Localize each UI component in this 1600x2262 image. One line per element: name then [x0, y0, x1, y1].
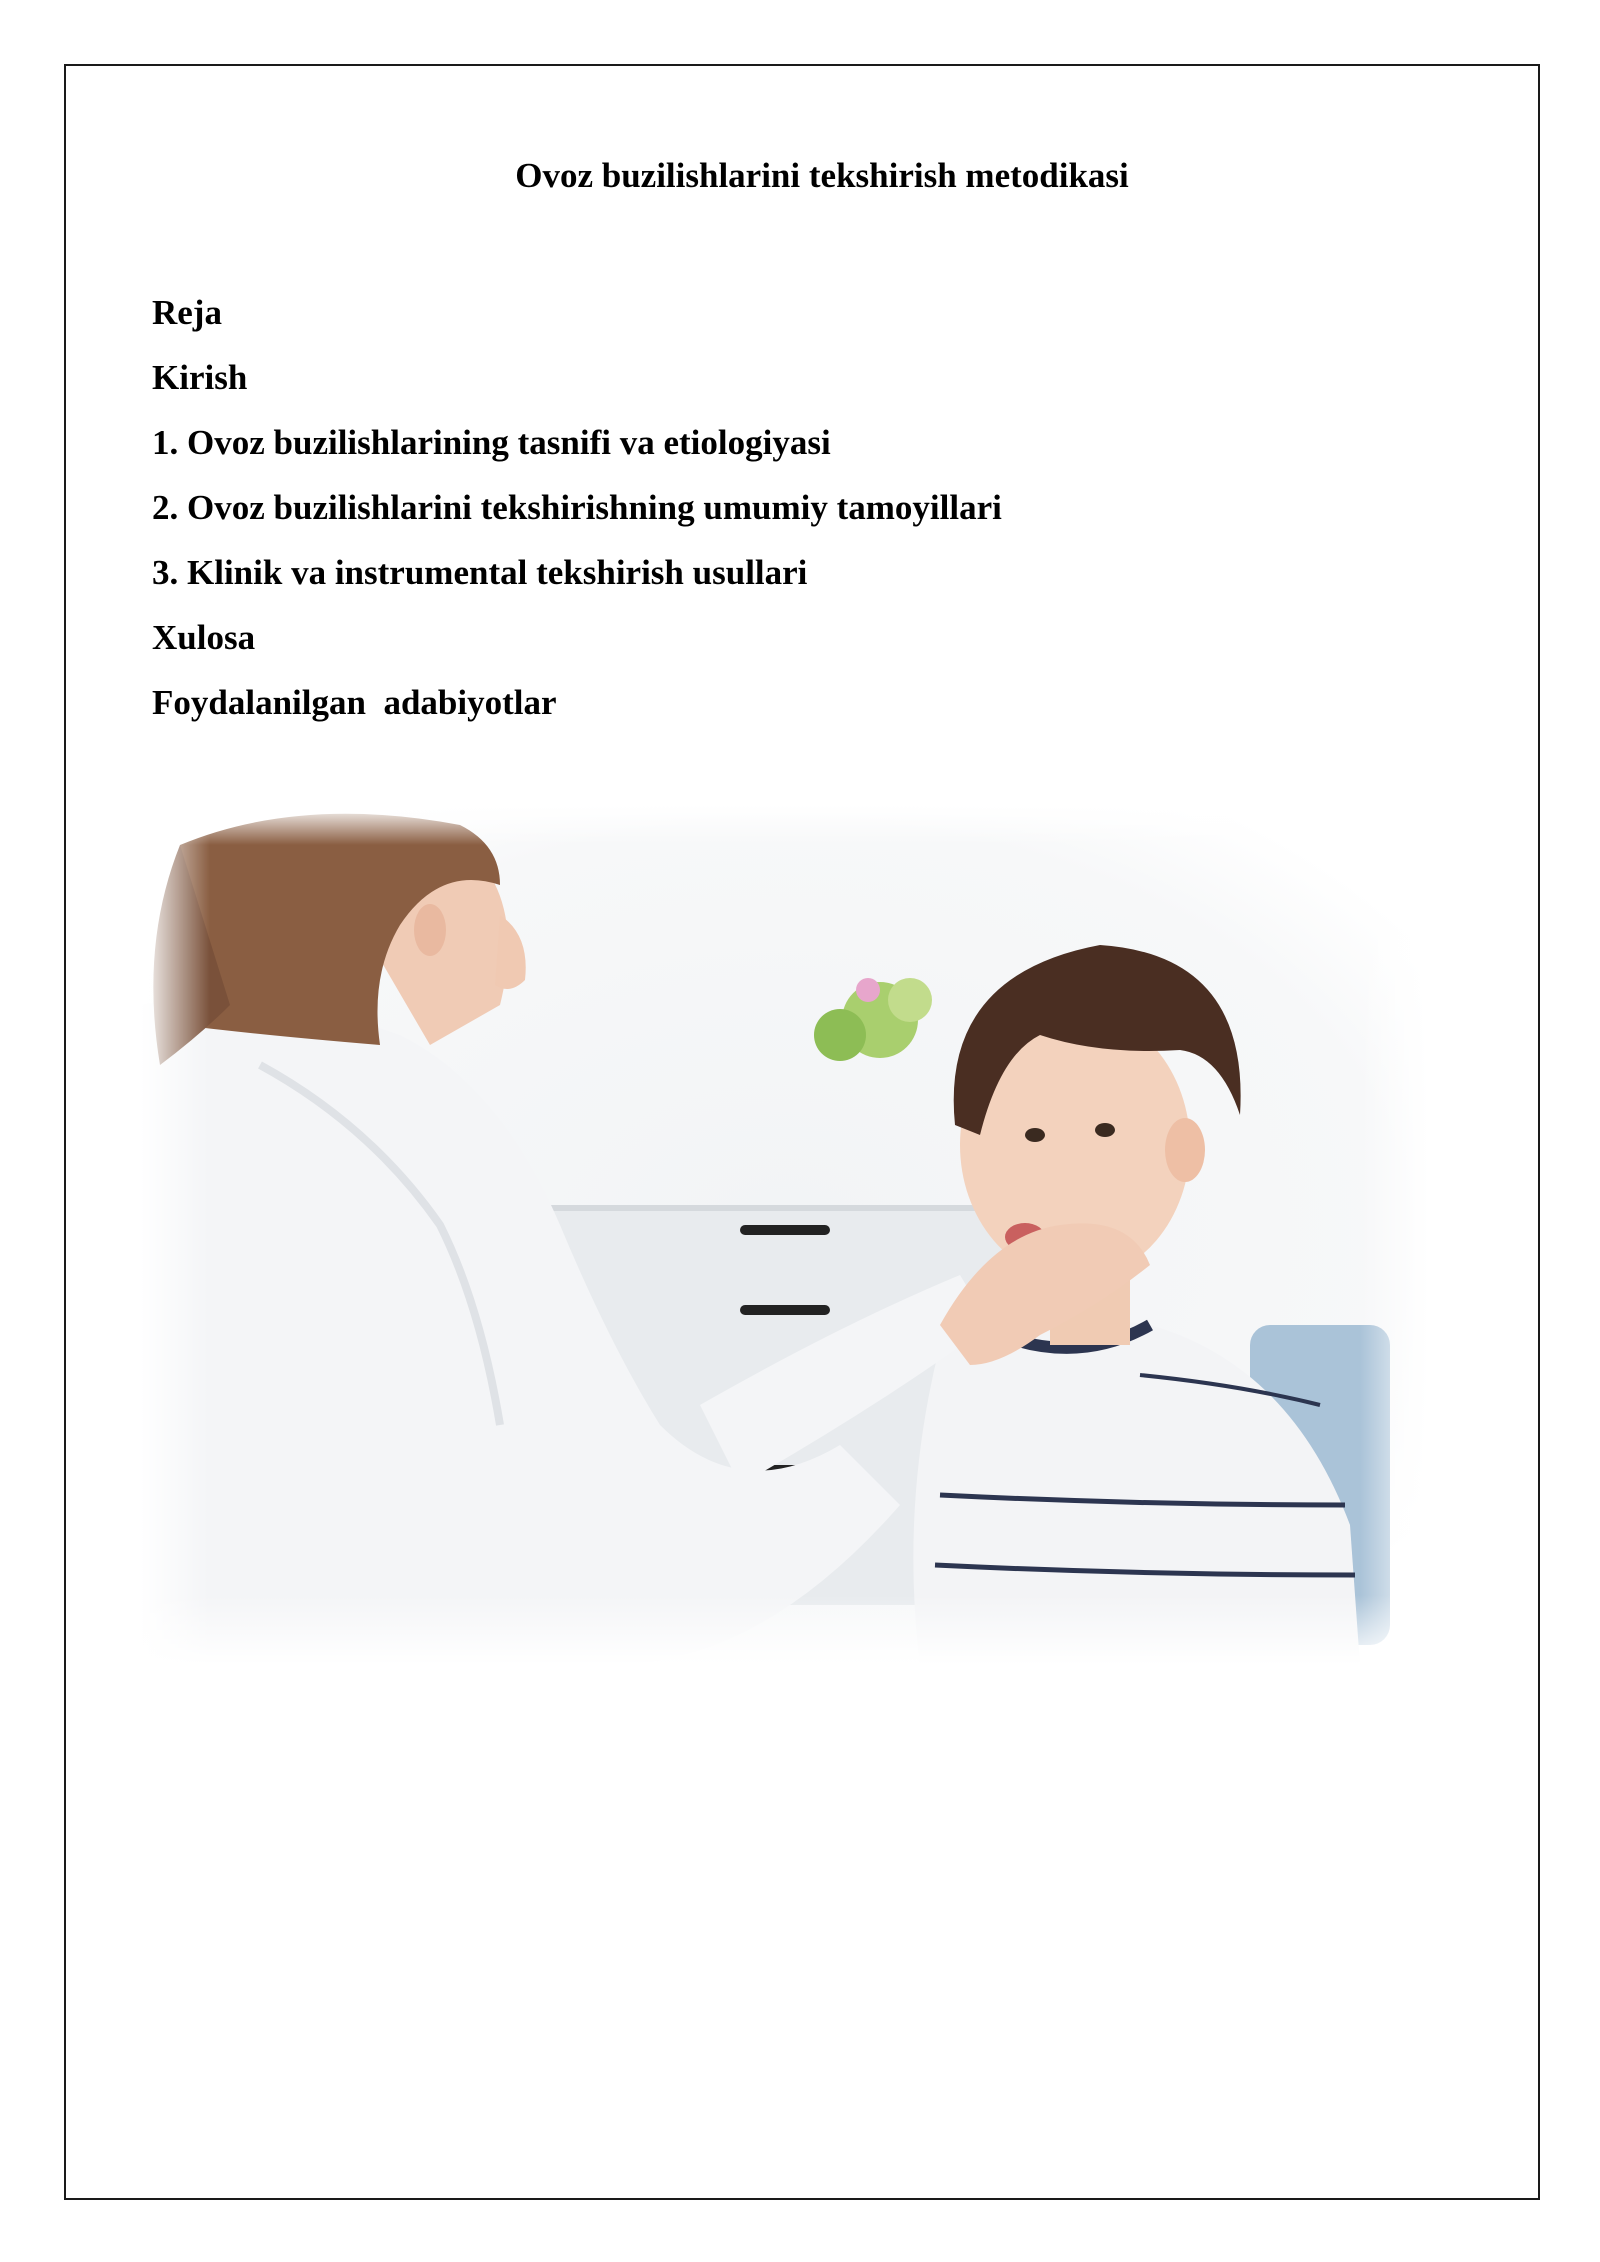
plan-item-2: 2. Ovoz buzilishlarini tekshirishning umumiy tamoyillari [152, 488, 1002, 527]
plan-heading: Reja [152, 293, 222, 332]
speech-therapist-photo [140, 805, 1430, 1665]
plan-list [152, 280, 1002, 735]
plan-item-references: Foydalanilgan adabiyotlar [152, 683, 557, 722]
speech-therapist-with-child-photo-icon [140, 805, 1430, 1665]
plan-item-1: 1. Ovoz buzilishlarining tasnifi va etiologiyasi [152, 423, 831, 462]
plan-item-conclusion: Xulosa [152, 618, 256, 657]
plan-item-introduction: Kirish [152, 358, 248, 397]
document-title: Ovoz buzilishlarini tekshirish metodikasi [515, 156, 1129, 195]
plan-item-3: 3. Klinik va instrumental tekshirish usullari [152, 553, 808, 592]
